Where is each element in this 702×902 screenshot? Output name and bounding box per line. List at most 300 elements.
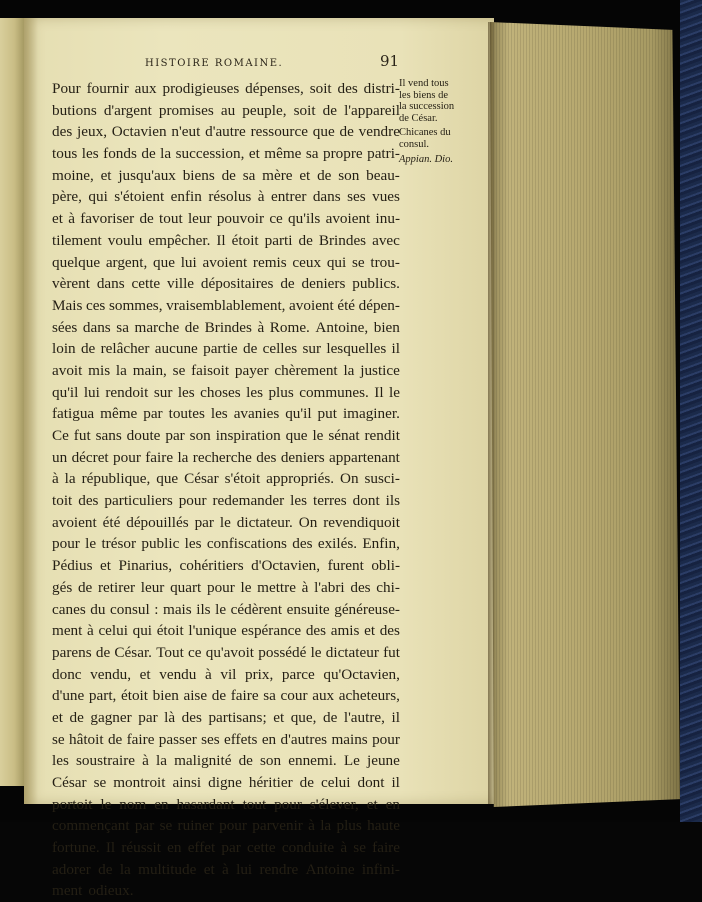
word: par	[165, 427, 185, 444]
word: qu'Octavien,	[323, 665, 400, 683]
word: donc	[52, 665, 82, 683]
word: son	[189, 427, 211, 444]
word: que	[285, 427, 308, 444]
word: été	[102, 513, 121, 531]
word: à	[142, 752, 149, 770]
word: exilés.	[317, 535, 358, 553]
word: par	[134, 817, 155, 835]
text-line	[52, 273, 400, 295]
word: Rome.	[269, 318, 310, 336]
word: cette	[131, 275, 161, 293]
word: été	[337, 296, 356, 314]
word: sommes,	[108, 296, 163, 314]
word: montroit	[113, 774, 166, 791]
word: ces	[85, 296, 106, 314]
word: obli-	[371, 557, 400, 575]
word: de	[299, 774, 315, 791]
word: les	[210, 405, 228, 423]
word: ment	[52, 882, 83, 900]
word: mains	[331, 730, 368, 748]
word: Pédius	[52, 557, 93, 575]
word: ensuite	[286, 600, 330, 618]
word: de	[238, 752, 253, 770]
text-line	[52, 750, 400, 772]
word: celui	[320, 774, 351, 791]
word: distri-	[363, 80, 400, 97]
word: adorer	[52, 860, 91, 878]
word: le	[85, 535, 97, 553]
text-line	[52, 664, 400, 686]
word: Ce	[52, 427, 69, 444]
word: et	[248, 145, 260, 163]
word: terres	[312, 492, 347, 510]
word: tous	[52, 145, 78, 163]
margin-note: Chicanes du	[399, 127, 451, 138]
word: fonds	[103, 145, 137, 163]
word: décret	[71, 448, 109, 466]
word: celles	[262, 340, 298, 358]
text-line	[52, 317, 400, 339]
word: aise	[183, 687, 208, 705]
word: sur	[302, 340, 322, 358]
word: avanies	[233, 405, 280, 423]
word: en	[167, 839, 182, 857]
word: infini-	[361, 860, 400, 878]
word: pour	[219, 817, 247, 835]
word: de	[298, 231, 313, 249]
word: pour	[52, 535, 80, 553]
word: dépenses,	[245, 80, 304, 97]
word: César.	[114, 643, 152, 661]
word: de	[141, 145, 156, 163]
word: des	[181, 708, 202, 726]
word: qu'ils	[288, 210, 321, 228]
word: particuliers	[104, 492, 173, 510]
word: trou-	[370, 253, 400, 271]
word: partie	[203, 340, 238, 358]
word: Tout	[156, 643, 184, 661]
word: à	[257, 188, 265, 206]
word: chi-	[376, 578, 400, 596]
word: parti	[264, 231, 293, 249]
text-line	[52, 642, 400, 664]
text-line	[52, 295, 400, 317]
word: Pinarius,	[118, 557, 173, 575]
word: Antoine	[305, 860, 355, 878]
word: les	[81, 145, 99, 163]
word: cour	[280, 687, 308, 705]
word: patri-	[367, 145, 400, 163]
word: :	[154, 600, 159, 618]
word: succession,	[175, 145, 245, 163]
word: un	[52, 448, 68, 466]
word: relâcher	[100, 340, 150, 358]
word: ils	[196, 600, 211, 618]
word: quelque	[52, 253, 101, 271]
word: faire	[372, 839, 400, 857]
word: empêcher.	[148, 231, 211, 249]
word: imaginer.	[342, 405, 400, 423]
word: parvenir	[252, 817, 303, 835]
binding-cloth	[680, 0, 702, 822]
word: la	[115, 361, 127, 379]
word: d'autre	[205, 123, 246, 141]
text-line	[52, 772, 400, 794]
word: mettre	[257, 578, 296, 596]
word: passer	[158, 730, 197, 748]
word: furent	[327, 557, 364, 575]
text-line	[52, 859, 400, 881]
word: et	[366, 795, 378, 813]
word: s'élever,	[309, 795, 359, 813]
word: ennemi.	[288, 752, 337, 770]
word: peuple,	[242, 101, 287, 119]
word: gagner	[90, 708, 132, 726]
word: le	[100, 795, 112, 813]
word: Brindes	[204, 318, 252, 336]
text-line	[52, 685, 400, 707]
word: Pour	[52, 80, 81, 97]
text-line	[52, 729, 400, 751]
word: effet	[187, 839, 216, 857]
word: parens	[52, 643, 92, 661]
word: dictateur	[325, 643, 379, 661]
word: cette	[247, 839, 276, 857]
word: pour	[274, 795, 302, 813]
word: par	[194, 513, 214, 531]
word: lesquelles	[326, 340, 387, 358]
word: de	[339, 123, 354, 141]
word: rendre	[259, 860, 299, 878]
word: appartenant	[329, 448, 400, 466]
word: bien	[373, 318, 400, 336]
word: les	[290, 492, 308, 510]
body-text	[52, 78, 400, 902]
word: n'eut	[171, 123, 201, 141]
text-line	[52, 186, 400, 208]
word: hâtoit	[69, 730, 104, 748]
word: tout	[159, 210, 183, 228]
word: dépen-	[358, 296, 400, 314]
word: à	[87, 622, 94, 640]
margin-note: Appian. Dio.	[399, 154, 453, 165]
word: étoit	[121, 687, 148, 705]
word: prix,	[245, 665, 274, 683]
word: se	[353, 839, 366, 857]
word: le	[215, 600, 227, 618]
text-line	[52, 880, 400, 902]
word: et	[100, 557, 111, 575]
word: ce	[188, 643, 202, 661]
word: avoient	[52, 513, 97, 531]
word: doute	[126, 427, 161, 444]
page-number: 91	[380, 52, 400, 70]
word: soit	[293, 101, 316, 119]
word: dictateur.	[236, 513, 293, 531]
word: des	[350, 578, 371, 596]
word: aux	[134, 80, 157, 97]
word: Le	[343, 752, 360, 770]
word: plus	[268, 383, 294, 401]
word: que	[153, 253, 175, 271]
word: Il	[105, 839, 116, 857]
word: avoit	[52, 361, 83, 379]
word: des	[256, 448, 277, 466]
word: enfin	[170, 188, 202, 206]
word: l'abri	[314, 578, 345, 596]
word: son	[260, 752, 282, 770]
word: propre	[322, 145, 363, 163]
word: confiscations	[206, 535, 287, 553]
word: de	[77, 578, 93, 596]
word: et	[299, 166, 311, 184]
word: lui	[83, 383, 100, 401]
word: dans	[312, 188, 341, 206]
word: ses	[347, 188, 366, 206]
word: haute	[367, 817, 400, 835]
word: même	[100, 405, 138, 423]
text-line	[52, 78, 400, 100]
text-line	[52, 121, 400, 143]
page-block-edges	[490, 22, 680, 807]
text-line	[52, 577, 400, 599]
word: nom	[119, 795, 147, 813]
word: dont	[357, 774, 385, 791]
word: au	[220, 101, 236, 119]
word: à	[222, 860, 229, 878]
word: sa	[305, 145, 319, 163]
word: jeune	[366, 752, 400, 770]
word: portoit	[52, 795, 93, 813]
text-line	[52, 620, 400, 642]
word: par	[143, 405, 163, 423]
word: marche	[134, 318, 180, 336]
word: les	[52, 752, 69, 770]
text-line	[52, 447, 400, 469]
word: la	[156, 752, 167, 770]
word: sées	[52, 318, 78, 336]
word: la	[320, 817, 332, 835]
word: vendu	[159, 665, 197, 683]
text-line	[52, 230, 400, 252]
word: le	[310, 643, 322, 661]
word: des	[52, 123, 73, 141]
word: commençant	[52, 817, 130, 835]
word: qui	[132, 622, 153, 640]
text-line	[52, 208, 400, 230]
word: toit	[52, 492, 73, 510]
word: se	[159, 817, 173, 835]
word: lui	[180, 253, 197, 271]
margin-note: de César.	[399, 112, 438, 124]
word: favoriser	[80, 210, 135, 228]
word: de	[322, 101, 337, 119]
word: à	[204, 665, 212, 683]
word: effets	[224, 730, 258, 748]
text-line	[52, 252, 400, 274]
text-line	[52, 382, 400, 404]
word: biens	[182, 166, 215, 184]
text-line	[52, 100, 400, 122]
word: en	[385, 795, 400, 813]
word: avoient	[325, 210, 371, 228]
word: à	[257, 318, 265, 336]
word: ils	[385, 492, 400, 510]
text-line	[52, 555, 400, 577]
word: de	[95, 643, 111, 661]
word: César	[184, 470, 219, 488]
word: résolus	[208, 188, 252, 206]
text-line	[52, 599, 400, 621]
word: vil	[220, 665, 237, 683]
word: de	[221, 166, 236, 184]
word: sa	[116, 318, 129, 336]
word: argent,	[105, 253, 148, 271]
word: ment	[52, 622, 83, 640]
word: par	[221, 839, 241, 857]
word: avoient	[202, 253, 248, 271]
word: en	[261, 730, 277, 748]
word: loin	[52, 340, 76, 358]
word: de	[80, 340, 96, 358]
word: le	[219, 513, 231, 531]
word: deniers	[301, 275, 346, 293]
word: à	[308, 817, 315, 835]
word: d'Octavien,	[251, 557, 321, 575]
word: public	[141, 535, 180, 553]
word: les	[177, 383, 195, 401]
word: beau-	[366, 166, 400, 184]
word: la	[343, 361, 355, 379]
word: qu'il	[52, 383, 79, 401]
word: et	[100, 166, 112, 184]
word: les	[184, 535, 202, 553]
word: là	[164, 708, 176, 726]
word: amis	[330, 622, 360, 640]
word: faire	[230, 687, 259, 705]
word: et	[273, 708, 285, 726]
word: possédé	[258, 643, 307, 661]
text-line	[52, 490, 400, 512]
word: de	[280, 275, 295, 293]
word: rendit	[364, 427, 400, 444]
word: de	[211, 687, 227, 705]
word: réussit	[121, 839, 161, 857]
word: ruiner	[177, 817, 214, 835]
word: cohéritiers	[179, 557, 244, 575]
text-line	[52, 403, 400, 425]
word: tout	[242, 795, 267, 813]
word: les	[246, 383, 263, 401]
word: des	[379, 622, 400, 640]
text-line	[52, 425, 400, 447]
word: Octavien	[111, 123, 167, 141]
word: de	[322, 708, 338, 726]
word: pour	[206, 578, 235, 596]
word: digne	[208, 774, 242, 791]
word: père,	[52, 188, 82, 206]
word: vues	[372, 188, 400, 206]
word: la	[64, 470, 76, 488]
word: mais	[163, 600, 192, 618]
word: On	[340, 470, 359, 488]
word: des	[78, 492, 99, 510]
text-line	[52, 815, 400, 837]
word: César	[52, 774, 87, 791]
word: avec	[372, 231, 400, 249]
word: ses	[201, 730, 220, 748]
word: la	[177, 448, 189, 466]
word: et	[364, 622, 376, 640]
word: espérance	[241, 622, 302, 640]
word: à	[52, 470, 59, 488]
text-line	[52, 338, 400, 360]
word: vendre	[358, 123, 400, 141]
word: des	[292, 535, 313, 553]
word: recherche	[192, 448, 252, 466]
margin-notes	[399, 78, 494, 166]
word: aux	[312, 687, 335, 705]
word: ville	[167, 275, 195, 293]
word: et	[139, 665, 151, 683]
word: rendoit	[105, 383, 149, 401]
word: de	[184, 318, 200, 336]
word: consul	[110, 600, 150, 618]
word: faire	[126, 730, 155, 748]
text-line	[52, 360, 400, 382]
word: se	[93, 774, 107, 791]
word: odieux.	[88, 882, 134, 900]
word: soustraire	[75, 752, 136, 770]
word: qu'avoit	[205, 643, 255, 661]
word: en	[154, 795, 169, 813]
word: pour	[113, 448, 141, 466]
word: sur	[153, 383, 173, 401]
word: chèrement	[274, 361, 338, 379]
word: aucune	[154, 340, 198, 358]
word: part,	[88, 687, 117, 705]
word: que	[312, 123, 335, 141]
word: justice	[360, 361, 400, 379]
word: deniers	[280, 448, 325, 466]
margin-note: la succession	[399, 101, 455, 112]
word: des	[337, 80, 358, 97]
word: pour	[372, 730, 400, 748]
text-line	[52, 707, 400, 729]
word: put	[317, 405, 337, 423]
word: à	[340, 839, 348, 857]
word: partisans;	[208, 708, 267, 726]
word: que	[156, 470, 179, 488]
word: jusqu'aux	[118, 166, 176, 184]
word: de	[242, 340, 258, 358]
word: publics.	[352, 275, 400, 293]
word: sa	[242, 166, 256, 184]
word: prodigieuses	[162, 80, 240, 97]
word: jeux,	[77, 123, 107, 141]
word: de	[69, 708, 84, 726]
word: communes.	[299, 383, 369, 401]
word: étoit	[156, 622, 184, 640]
running-head: HISTOIRE ROMAINE.	[145, 58, 284, 69]
word: appropriés.	[266, 470, 335, 488]
word: vèrent	[52, 275, 90, 293]
word: étoit	[231, 231, 259, 249]
word: plus	[336, 817, 362, 835]
word: ressource	[250, 123, 308, 141]
text-line	[52, 143, 400, 165]
word: fatigua	[52, 405, 95, 423]
